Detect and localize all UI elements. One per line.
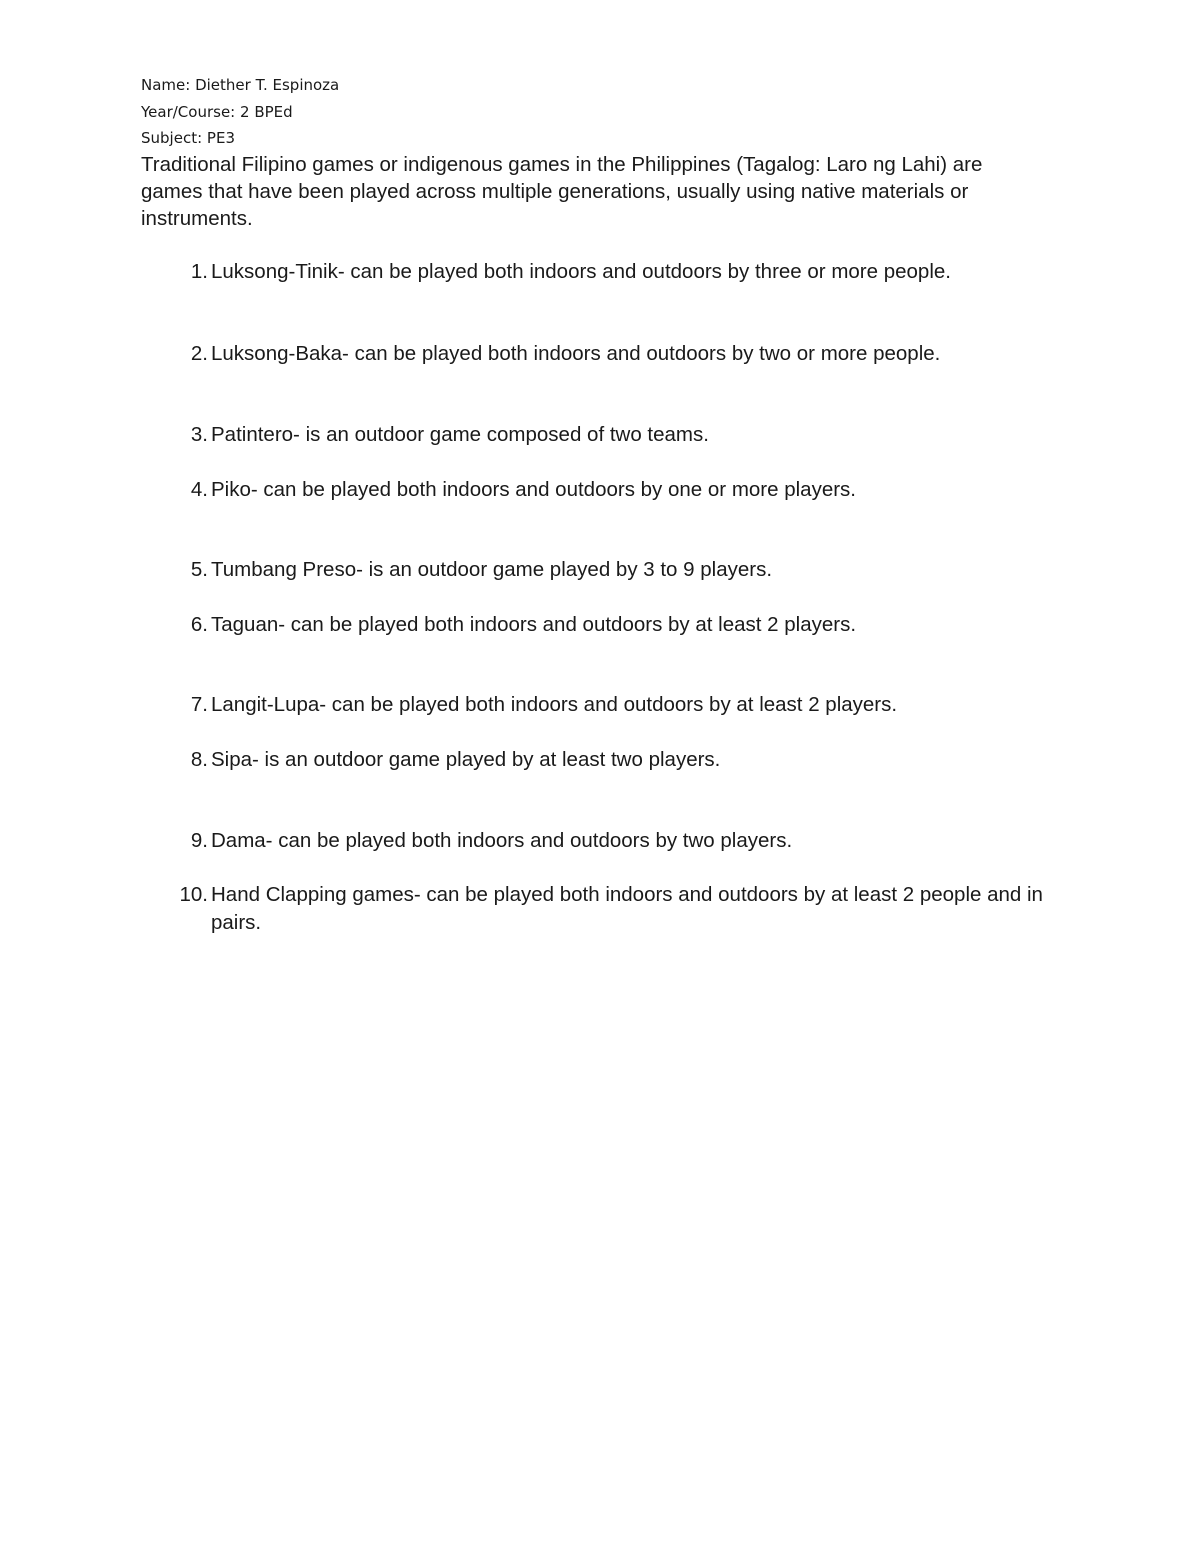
list-item-text: Luksong-Baka- can be played both indoors and outdoors by two or more people. xyxy=(211,342,941,365)
list-item-text: Piko- can be played both indoors and outdoors by one or more players. xyxy=(211,478,856,501)
list-item-number: 5. xyxy=(190,558,208,581)
list-item-text: Luksong-Tinik- can be played both indoors and outdoors by three or more people. xyxy=(211,260,951,283)
list-item xyxy=(141,881,1061,937)
list-item-text: Tumbang Preso- is an outdoor game played by 3 to 9 players. xyxy=(211,558,773,581)
list-item-number: 8. xyxy=(190,748,208,771)
list-item-number: 4. xyxy=(190,478,208,501)
name-value: Diether T. Espinoza xyxy=(195,76,340,94)
list-item xyxy=(141,746,1061,774)
list-item-text: Patintero- is an outdoor game composed of two teams. xyxy=(211,423,709,446)
list-item-number: 3. xyxy=(190,423,208,446)
subject-value: PE3 xyxy=(206,129,235,147)
list-item xyxy=(141,556,1061,584)
name-label: Name: xyxy=(141,76,191,94)
list-item-number: 9. xyxy=(190,829,208,852)
list-item-text: Taguan- can be played both indoors and outdoors by at least 2 players. xyxy=(211,613,857,636)
name-line xyxy=(141,75,339,95)
list-item xyxy=(141,611,1061,639)
list-item-text: Sipa- is an outdoor game played by at least two players. xyxy=(211,748,721,771)
subject-label: Subject: xyxy=(141,129,203,147)
year-course-line xyxy=(141,102,293,122)
list-item-text: Hand Clapping games- can be played both indoors and outdoors by at least 2 people and in pairs. xyxy=(211,883,1043,934)
list-item-number: 6. xyxy=(190,613,208,636)
intro-paragraph: Traditional Filipino games or indigenous games in the Philippines (Tagalog: Laro ng Lahi) are games that have been played across multiple generations, usually using native materials or instruments. xyxy=(141,153,983,230)
list-item xyxy=(141,421,1061,449)
year-course-value: 2 BPEd xyxy=(240,103,293,121)
list-item xyxy=(141,827,1061,855)
list-item xyxy=(141,691,1061,719)
list-item xyxy=(141,258,1061,286)
list-item-number: 1. xyxy=(190,260,208,283)
list-item xyxy=(141,340,1061,368)
subject-line xyxy=(141,128,235,148)
list-item-number: 2. xyxy=(190,342,208,365)
list-item-number: 7. xyxy=(190,693,208,716)
list-item xyxy=(141,476,1061,504)
list-item-number: 10. xyxy=(179,883,208,906)
list-item-text: Dama- can be played both indoors and outdoors by two players. xyxy=(211,829,793,852)
year-course-label: Year/Course: xyxy=(141,103,236,121)
list-item-text: Langit-Lupa- can be played both indoors and outdoors by at least 2 players. xyxy=(211,693,898,716)
